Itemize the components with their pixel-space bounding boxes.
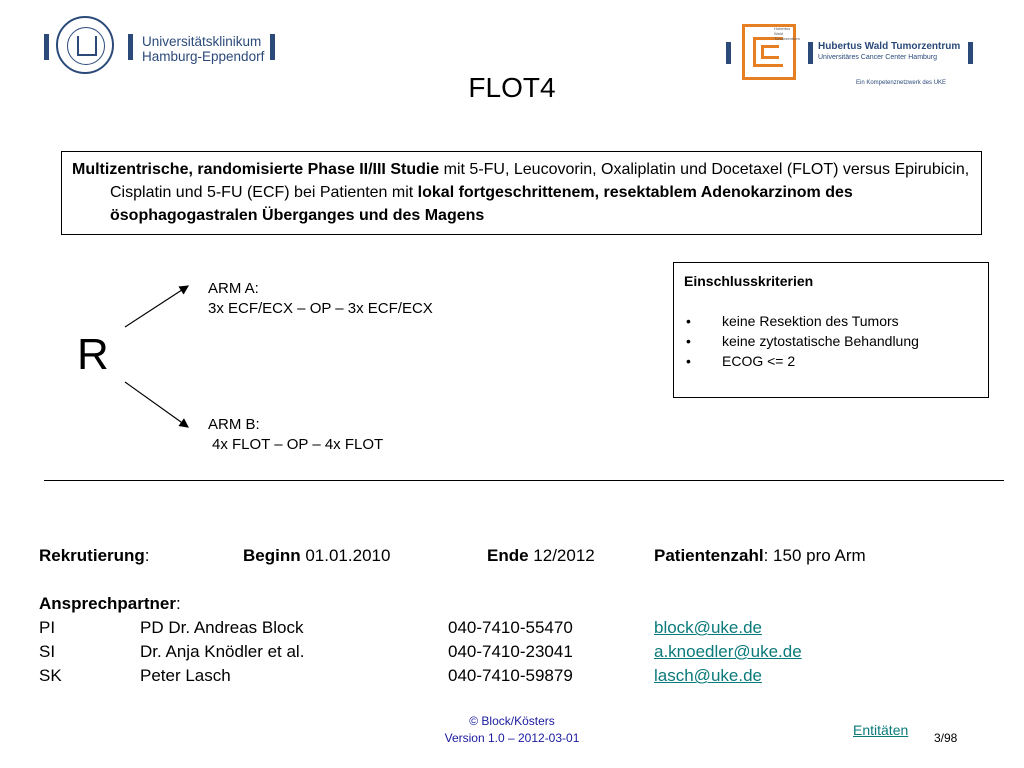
summary-bold-1: Multizentrische, randomisierte Phase II/III Studie [72, 161, 440, 178]
arm-b [208, 415, 383, 455]
contact-phone: 040-7410-23041 [448, 642, 573, 661]
logo-bar [726, 42, 731, 64]
uke-name: Universitätsklinikum Hamburg-Eppendorf [142, 34, 265, 64]
arm-b-title: ARM B: [208, 416, 260, 433]
contact-role: SI [39, 642, 56, 661]
contact-phone: 040-7410-55470 [448, 618, 573, 637]
page-number: 3/98 [934, 731, 958, 745]
recruitment-patients: Patientenzahl: 150 pro Arm [654, 546, 866, 565]
contact-role: PI [39, 618, 56, 637]
contact-name: Dr. Anja Knödler et al. [140, 642, 305, 661]
recruitment-begin: Beginn 01.01.2010 [243, 546, 391, 565]
uke-logo [44, 14, 284, 78]
list-item: • keine Resektion des Tumors [686, 313, 899, 329]
contact-email-link[interactable]: block@uke.de [654, 618, 762, 637]
contact-email-link[interactable]: lasch@uke.de [654, 666, 762, 685]
randomization-label: R [77, 330, 109, 379]
entitaeten-link[interactable]: Entitäten [853, 722, 909, 738]
logo-bar [44, 34, 49, 60]
contact-phone: 040-7410-59879 [448, 666, 573, 685]
recruitment-label: Rekrutierung: [39, 546, 150, 565]
logo-bar [968, 42, 973, 64]
contacts-label: Ansprechpartner: [39, 594, 181, 613]
study-summary-box [61, 151, 982, 235]
summary-text: mit 5-FU, Leucovorin, Oxaliplatin und Docetaxel (FLOT) versus Epirubicin, Cisplatin und 5-FU (ECF) bei Patienten mit [110, 161, 970, 201]
footer-version: Version 1.0 – 2012-03-01 [444, 731, 580, 745]
arm-b-text: 4x FLOT – OP – 4x FLOT [212, 436, 384, 453]
hw-subtitle: Ein Kompetenznetzwerk des UKE [856, 80, 947, 86]
divider [44, 480, 1004, 481]
arrow-arm-b [125, 382, 188, 427]
list-item: • keine zytostatische Behandlung [686, 333, 919, 349]
hw-box-text: Hubertus Wald Tumorzentrum [774, 26, 800, 41]
contact-name: PD Dr. Andreas Block [140, 618, 304, 637]
contact-role: SK [39, 666, 62, 685]
footer-copyright: © Block/Kösters [469, 714, 555, 728]
page-title: FLOT4 [468, 72, 556, 103]
criteria-heading: Einschlusskriterien [684, 273, 814, 289]
recruitment-end: Ende 12/2012 [487, 546, 595, 565]
randomization-arrows [120, 280, 200, 432]
university-seal-icon [56, 16, 114, 74]
logo-bar [128, 34, 133, 60]
arm-a [208, 279, 433, 319]
contact-email-link[interactable]: a.knoedler@uke.de [654, 642, 802, 661]
summary-bold-2: lokal fortgeschrittenem, resektablem Adenokarzinom des ösophagogastralen Überganges und des Magens [110, 184, 853, 224]
inclusion-criteria-box [673, 262, 989, 398]
arm-a-text: 3x ECF/ECX – OP – 3x ECF/ECX [208, 300, 433, 317]
logo-bar [270, 34, 275, 60]
list-item: • ECOG <= 2 [686, 353, 796, 369]
arrow-arm-a [125, 286, 188, 327]
contact-name: Peter Lasch [140, 666, 231, 685]
logo-bar [808, 42, 813, 64]
arm-a-title: ARM A: [208, 280, 259, 297]
hw-name: Hubertus Wald Tumorzentrum Universitäres Cancer Center Hamburg [818, 41, 961, 61]
